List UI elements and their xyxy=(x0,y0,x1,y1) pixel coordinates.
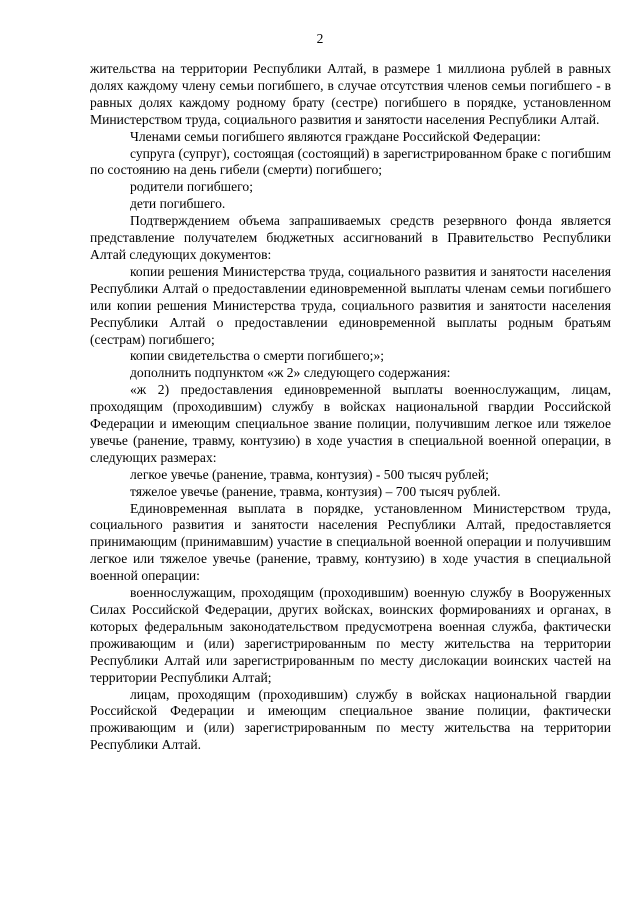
paragraph: дополнить подпунктом «ж 2» следующего содержания: xyxy=(130,365,451,381)
paragraph: Подтверждением объема запрашиваемых средств резервного фонда является представление получателем бюджетных ассигнований в Правительство Республики Алтай следующих документов: xyxy=(90,213,611,262)
paragraph: копии свидетельства о смерти погибшего;»; xyxy=(130,348,385,364)
paragraph: копии решения Министерства труда, социального развития и занятости населения Республики Алтай о предоставлении единовременной выплаты членам семьи погибшего или копии решения Министерства труда, социального развития и занятости населения Республики Алтай о предоставлении единовременной выплаты родным братьям (сестрам) погибшего; xyxy=(90,263,611,347)
paragraph: тяжелое увечье (ранение, травма, контузия) – 700 тысяч рублей. xyxy=(130,483,501,499)
paragraph: жительства на территории Республики Алтай, в размере 1 миллиона рублей в равных долях каждому члену семьи погибшего, в случае отсутствия членов семьи погибшего - в равных долях каждому родному брату (сестре) погибшего в порядке, установленном Министерством труда, социального развития и занятости населения Республики Алтай. xyxy=(90,61,611,127)
paragraph: Членами семьи погибшего являются граждане Российской Федерации: xyxy=(130,128,541,144)
page-number: 2 xyxy=(316,31,324,46)
paragraph: военнослужащим, проходящим (проходившим) военную службу в Вооруженных Силах Российской Федерации, других войсках, воинских формированиях и органах, в которых федеральным законодательством предусмотрена военная служба, фактически проживающим и (или) зарегистрированным по месту жительства на территории Республики Алтай или зарегистрированным по месту дислокации воинских частей на территории Республики Алтай; xyxy=(90,585,611,685)
paragraph: супруга (супруг), состоящая (состоящий) в зарегистрированном браке с погибшим по состоянию на день гибели (смерти) погибшего; xyxy=(90,145,611,178)
paragraph: родители погибшего; xyxy=(130,179,253,195)
document-body xyxy=(90,61,611,754)
paragraph: легкое увечье (ранение, травма, контузия) - 500 тысяч рублей; xyxy=(130,466,489,482)
paragraph: Единовременная выплата в порядке, установленном Министерством труда, социального развития и занятости населения Республики Алтай, предоставляется принимающим (принимавшим) участие в специальной военной операции и получившим легкое или тяжелое увечье (ранение, травму, контузию) в ходе участия в специальной военной операции: xyxy=(90,500,611,584)
paragraph: «ж 2) предоставления единовременной выплаты военнослужащим, лицам, проходящим (проходившим) службу в войсках национальной гвардии Российской Федерации и имеющим специальное звание полиции, получившим легкое или тяжелое увечье (ранение, травму, контузию) в ходе участия в специальной военной операции, в следующих размерах: xyxy=(90,382,611,465)
paragraph: лицам, проходящим (проходившим) службу в войсках национальной гвардии Российской Федерации и имеющим специальное звание полиции, фактически проживающим и (или) зарегистрированным по месту жительства на территории Республики Алтай. xyxy=(90,686,611,753)
paragraph: дети погибшего. xyxy=(130,196,226,212)
